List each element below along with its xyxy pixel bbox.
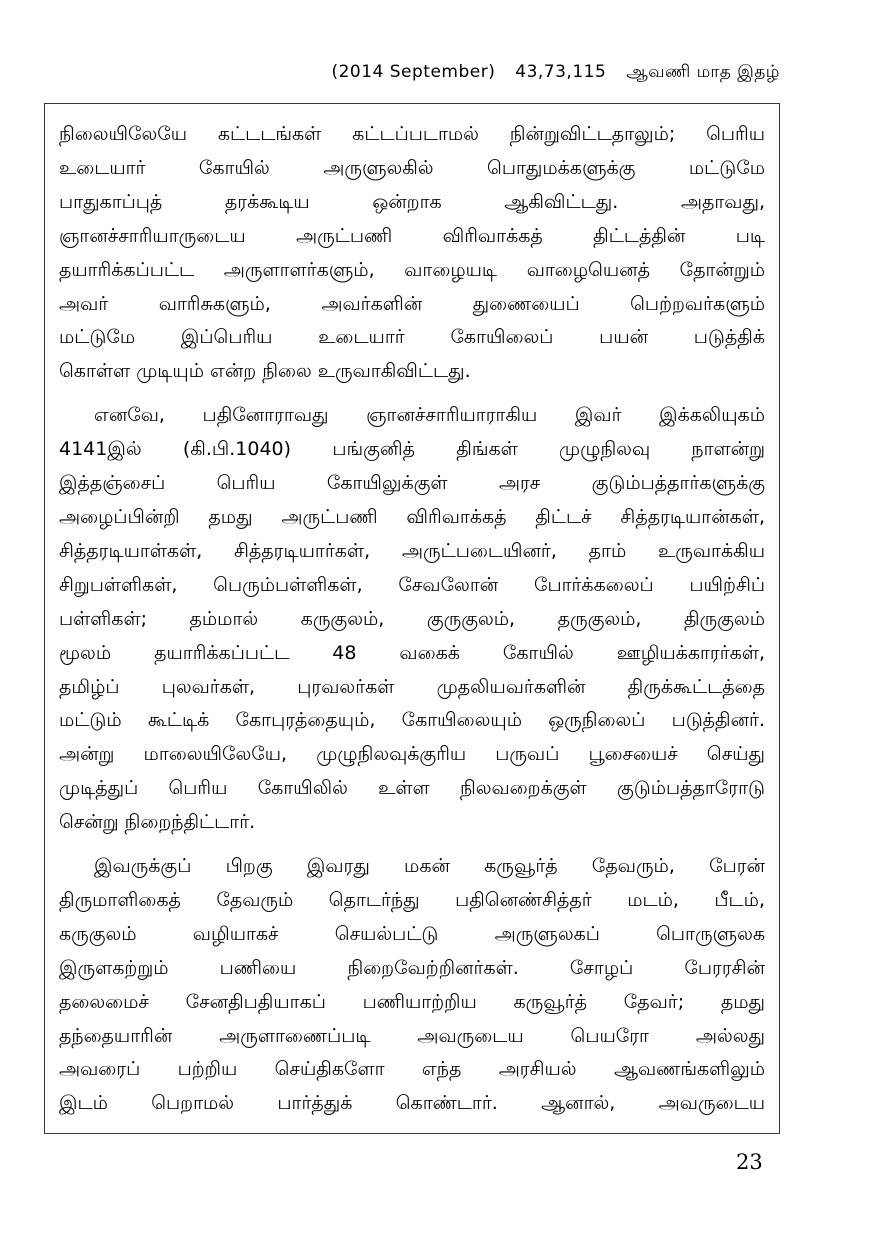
text-line: நிலையிலேயே கட்டடங்கள் கட்டப்படாமல் நின்றுவிட்டதாலும்; பெரிய	[59, 123, 765, 145]
paragraph-3	[59, 850, 765, 1121]
text-line: அவர் வாரிசுகளும், அவர்களின் துணையைப் பெற்றவர்களும்	[59, 292, 765, 315]
text-line: தயாரிக்கப்பட்ட அருளாளர்களும், வாழையடி வாழையெனத் தோன்றும்	[59, 258, 765, 281]
text-line: பாதுகாப்புத் தரக்கூடிய ஒன்றாக ஆகிவிட்டது. அதாவது,	[59, 190, 765, 213]
text-frame	[44, 103, 780, 1134]
text-line: தலைமைச் சேனதிபதியாகப் பணியாற்றிய கருவூர்த் தேவர்; தமது	[59, 990, 765, 1013]
header-month-issue: ஆவணி மாத இதழ்	[626, 62, 780, 82]
text-line: இத்தஞ்சைப் பெரிய கோயிலுக்குள் அரச குடும்பத்தார்களுக்கு	[59, 472, 765, 495]
text-line: அழைப்பின்றி தமது அருட்பணி விரிவாக்கத் திட்டச் சித்தரடியான்கள்,	[59, 505, 765, 528]
text-line: பள்ளிகள்; தம்மால் கருகுலம், குருகுலம், தருகுலம், திருகுலம்	[59, 607, 765, 630]
paragraph-gap	[59, 840, 765, 850]
text-line: இருளகற்றும் பணியை நிறைவேற்றினர்கள். சோழப் பேரரசின்	[59, 956, 765, 979]
page-number: 23	[736, 1150, 763, 1174]
text-line: எனவே, பதினோராவது ஞானச்சாரியாராகிய இவர் இக்கலியுகம்	[94, 404, 765, 427]
text-line: முடித்துப் பெரிய கோயிலில் உள்ள நிலவறைக்குள் குடும்பத்தாரோடு	[59, 777, 765, 800]
text-line: தந்தையாரின் அருளாணைப்படி அவருடைய பெயரோ அல்லது	[59, 1024, 765, 1047]
paragraph-1	[59, 118, 765, 389]
text-line: அவரைப் பற்றிய செய்திகளோ எந்த அரசியல் ஆவணங்களிலும்	[59, 1058, 765, 1081]
text-line: மூலம் தயாரிக்கப்பட்ட 48 வகைக் கோயில் ஊழியக்காரர்கள்,	[59, 641, 765, 664]
text-line: மட்டும் கூட்டிக் கோபுரத்தையும், கோயிலையும் ஒருநிலைப் படுத்தினர்.	[59, 709, 765, 732]
text-line: அன்று மாலையிலேயே, முழுநிலவுக்குரிய பருவப் பூசையைச் செய்து	[59, 743, 765, 766]
text-line: இவருக்குப் பிறகு இவரது மகன் கருவூர்த் தேவரும், பேரன்	[94, 855, 765, 878]
text-line: கருகுலம் வழியாகச் செயல்பட்டு அருளுலகப் பொருளுலக	[59, 922, 765, 945]
paragraph-2	[59, 399, 765, 840]
text-line: சிறுபள்ளிகள், பெரும்பள்ளிகள், சேவலோன் போர்க்கலைப் பயிற்சிப்	[59, 573, 765, 596]
text-line: தமிழ்ப் புலவர்கள், புரவலர்கள் முதலியவர்களின் திருக்கூட்டத்தை	[59, 675, 765, 698]
text-line: இடம் பெறாமல் பார்த்துக் கொண்டார். ஆனால், அவருடைய	[59, 1092, 765, 1115]
paragraph-gap	[59, 389, 765, 399]
text-line: உடையார் கோயில் அருளுலகில் பொதுமக்களுக்கு மட்டுமே	[59, 156, 765, 179]
text-line: சித்தரடியாள்கள், சித்தரடியார்கள், அருட்படையினர், தாம் உருவாக்கிய	[59, 539, 765, 562]
text-line: 4141இல் (கி.பி.1040) பங்குனித் திங்கள் முழுநிலவு நாளன்று	[59, 438, 765, 461]
text-line: சென்று நிறைந்திட்டார்.	[59, 811, 256, 834]
text-line: மட்டுமே இப்பெரிய உடையார் கோயிலைப் பயன் படுத்திக்	[59, 326, 765, 349]
text-line: திருமாளிகைத் தேவரும் தொடர்ந்து பதினெண்சித்தர் மடம், பீடம்,	[59, 888, 765, 911]
header-date: (2014 September)	[331, 62, 496, 82]
text-line: கொள்ள முடியும் என்ற நிலை உருவாகிவிட்டது.	[59, 360, 471, 383]
header-issue-number: 43,73,115	[515, 62, 607, 82]
page-header	[120, 62, 780, 84]
text-line: ஞானச்சாரியாருடைய அருட்பணி விரிவாக்கத் திட்டத்தின் படி	[59, 224, 765, 247]
